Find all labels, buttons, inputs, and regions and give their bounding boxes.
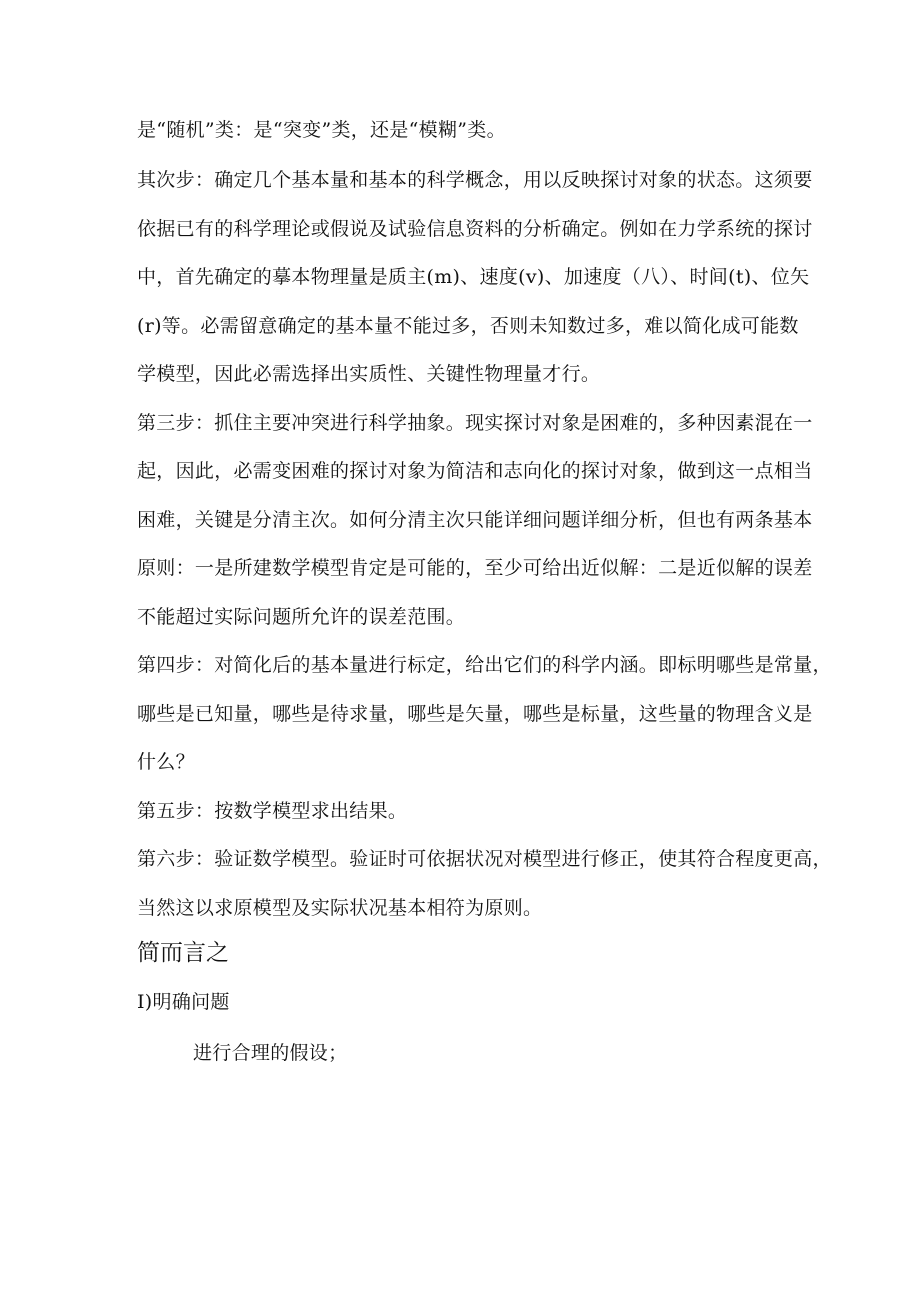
paragraph-line: 当然这以求原模型及实际状况基本相符为原则。 [137, 897, 543, 919]
paragraph-line: 中，首先确定的摹本物理量是质主(m)、速度(v)、加速度（八）、时间(t)、位矢 [137, 266, 810, 288]
section-heading: 简而言之 [137, 940, 229, 966]
paragraph-line: 哪些是已知量，哪些是待求量，哪些是矢量，哪些是标量，这些量的物理含义是 [137, 703, 813, 725]
paragraph-line: (r)等。必需留意确定的基本量不能过多，否则未知数过多，难以简化成可能数 [137, 315, 799, 337]
paragraph-line: 其次步：确定几个基本量和基本的科学概念，用以反映探讨对象的状态。这须要 [137, 169, 813, 191]
paragraph-line: 第四步：对简化后的基本量进行标定，给出它们的科学内涵。即标明哪些是常量， [137, 654, 832, 676]
paragraph-line: 是“随机”类：是“突变”类，还是“模糊”类。 [137, 119, 506, 141]
list-item: 进行合理的假设； [193, 1042, 348, 1064]
paragraph-line: 学模型，因此必需选择出实质性、关键性物理量才行。 [137, 363, 601, 385]
paragraph-line: 第三步：抓住主要冲突进行科学抽象。现实探讨对象是困难的，多种因素混在一 [137, 412, 813, 434]
paragraph-line: 第六步：验证数学模型。验证时可依据状况对模型进行修正，使其符合程度更高， [137, 848, 832, 870]
paragraph-line: 什么？ [137, 751, 195, 773]
paragraph-line: 不能超过实际问题所允许的误差范围。 [137, 606, 466, 628]
paragraph-line: 第五步：按数学模型求出结果。 [137, 800, 408, 822]
paragraph-line: 依据已有的科学理论或假说及试验信息资料的分析确定。例如在力学系统的探讨 [137, 218, 813, 240]
paragraph-line: 原则：一是所建数学模型肯定是可能的，至少可给出近似解：二是近似解的误差 [137, 557, 813, 579]
paragraph-line: 起，因此，必需变困难的探讨对象为简洁和志向化的探讨对象，做到这一点相当 [137, 460, 813, 482]
list-item: I)明确问题 [137, 991, 230, 1013]
paragraph-line: 困难，关键是分清主次。如何分清主次只能详细问题详细分析，但也有两条基本 [137, 509, 813, 531]
